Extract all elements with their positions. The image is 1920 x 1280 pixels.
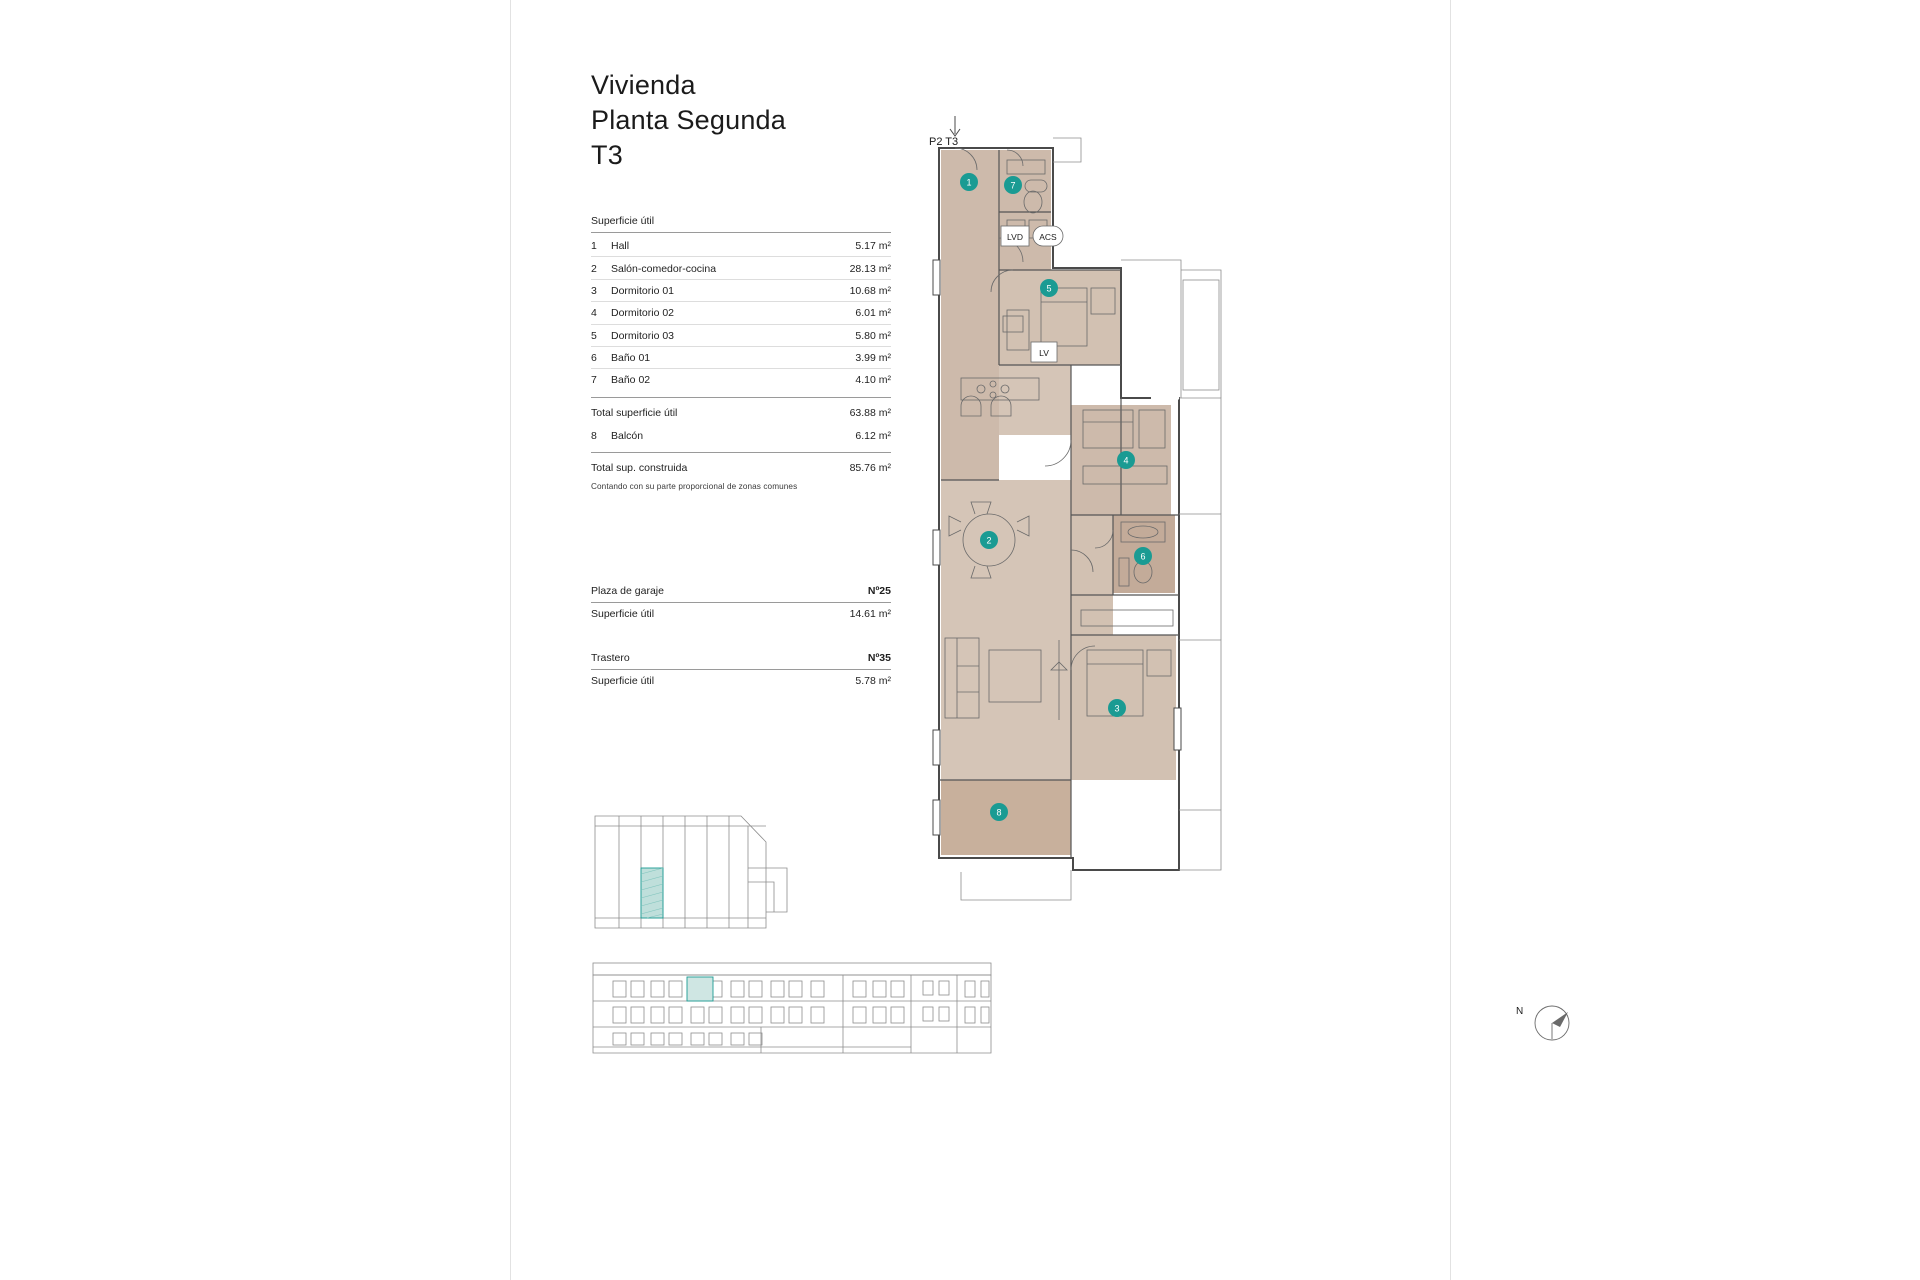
north-arrow-icon	[1516, 995, 1596, 1055]
elevation-highlight	[687, 977, 713, 1001]
room-label: Dormitorio 02	[611, 307, 675, 320]
storage-value: Nº35	[867, 652, 891, 664]
svg-text:1: 1	[966, 177, 972, 188]
plan-room-fills	[941, 150, 1176, 855]
room-area: 28.13 m²	[849, 262, 891, 275]
total-useful-area-value: 63.88 m²	[849, 406, 891, 419]
garage-label: Plaza de garaje	[591, 585, 664, 597]
room-number: 1	[591, 240, 597, 253]
room-number: 7	[591, 374, 597, 387]
svg-text:7: 7	[1010, 180, 1016, 191]
table-row	[591, 325, 891, 347]
garage-row	[591, 580, 891, 603]
schedule-header: Superficie útil	[591, 215, 891, 233]
total-built-area-value: 85.76 m²	[849, 462, 891, 474]
north-label: N	[1516, 1006, 1524, 1017]
total-useful-area-row	[591, 397, 891, 423]
entrance-label: P2 T3	[929, 136, 959, 148]
garage-area-row	[591, 603, 891, 625]
room-area: 5.17 m²	[855, 240, 891, 253]
common-areas-note: Contando con su parte proporcional de zonas comunes	[591, 482, 798, 492]
room-tag-1	[960, 173, 978, 191]
storage-area-value: 5.78 m²	[855, 675, 891, 687]
storage-area-row	[591, 670, 891, 692]
svg-text:8: 8	[996, 807, 1002, 818]
title-line-2: Planta Segunda	[591, 105, 786, 135]
svg-text:6: 6	[1140, 551, 1146, 562]
room-tag-4	[1117, 451, 1135, 469]
room-number: 4	[591, 307, 597, 320]
appliance-label-lvd	[1001, 226, 1029, 246]
table-row	[591, 280, 891, 302]
appliance-label-acs	[1033, 226, 1063, 246]
room-tag-5	[1040, 279, 1058, 297]
room-tag-3	[1108, 699, 1126, 717]
garage-value: Nº25	[867, 585, 891, 597]
balcony-label: Balcón	[611, 429, 644, 442]
room-tag-8	[990, 803, 1008, 821]
room-tag-7	[1004, 176, 1022, 194]
room-area: 4.10 m²	[855, 374, 891, 387]
room-area: 3.99 m²	[855, 352, 891, 365]
room-label: Salón-comedor-cocina	[611, 262, 717, 275]
spacer	[591, 625, 891, 647]
sheet-body	[511, 0, 1524, 1280]
area-schedule	[591, 215, 891, 491]
room-tag-6	[1134, 547, 1152, 565]
storage-label: Trastero	[591, 652, 630, 664]
room-tag-2	[980, 531, 998, 549]
room-number: 6	[591, 352, 597, 365]
room-label: Baño 01	[611, 352, 651, 365]
appliance-label-lv	[1031, 342, 1057, 362]
garage-storage-block	[591, 580, 891, 692]
svg-text:2: 2	[986, 535, 992, 546]
storage-row	[591, 647, 891, 670]
svg-text:4: 4	[1123, 455, 1129, 466]
page-frame-right-rule	[1450, 0, 1451, 1280]
total-built-area-label: Total sup. construida	[591, 462, 688, 474]
building-elevation-diagram	[591, 955, 1011, 1075]
room-area: 6.01 m²	[855, 307, 891, 320]
garage-area-label: Superficie útil	[591, 608, 655, 620]
table-row	[591, 235, 891, 257]
garage-area-value: 14.61 m²	[849, 608, 891, 620]
room-number: 3	[591, 284, 597, 297]
balcony-row	[591, 423, 891, 446]
room-area: 5.80 m²	[855, 329, 891, 342]
balcony-number: 8	[591, 429, 597, 442]
title-line-1: Vivienda	[591, 70, 696, 100]
total-useful-area-label: Total superficie útil	[591, 406, 678, 419]
room-number: 5	[591, 329, 597, 342]
title-line-3: T3	[591, 140, 623, 170]
entrance-arrow-icon	[950, 116, 960, 136]
lvd-text: LVD	[1007, 232, 1023, 242]
floor-plan-drawing	[921, 110, 1421, 910]
total-built-area-row	[591, 452, 891, 478]
key-plan-diagram	[591, 812, 821, 932]
table-row	[591, 302, 891, 324]
room-label: Dormitorio 03	[611, 329, 675, 342]
room-label: Hall	[611, 240, 630, 253]
storage-area-label: Superficie útil	[591, 675, 655, 687]
page-title	[591, 68, 786, 173]
lv-text: LV	[1039, 348, 1049, 358]
table-row	[591, 347, 891, 369]
room-label: Dormitorio 01	[611, 284, 675, 297]
svg-text:3: 3	[1114, 703, 1120, 714]
key-plan-highlight	[641, 868, 663, 918]
room-number: 2	[591, 262, 597, 275]
acs-text: ACS	[1039, 232, 1057, 242]
room-label: Baño 02	[611, 374, 651, 387]
table-row	[591, 257, 891, 279]
balcony-area: 6.12 m²	[855, 429, 891, 442]
svg-text:5: 5	[1046, 283, 1052, 294]
table-row	[591, 369, 891, 390]
room-area: 10.68 m²	[849, 284, 891, 297]
